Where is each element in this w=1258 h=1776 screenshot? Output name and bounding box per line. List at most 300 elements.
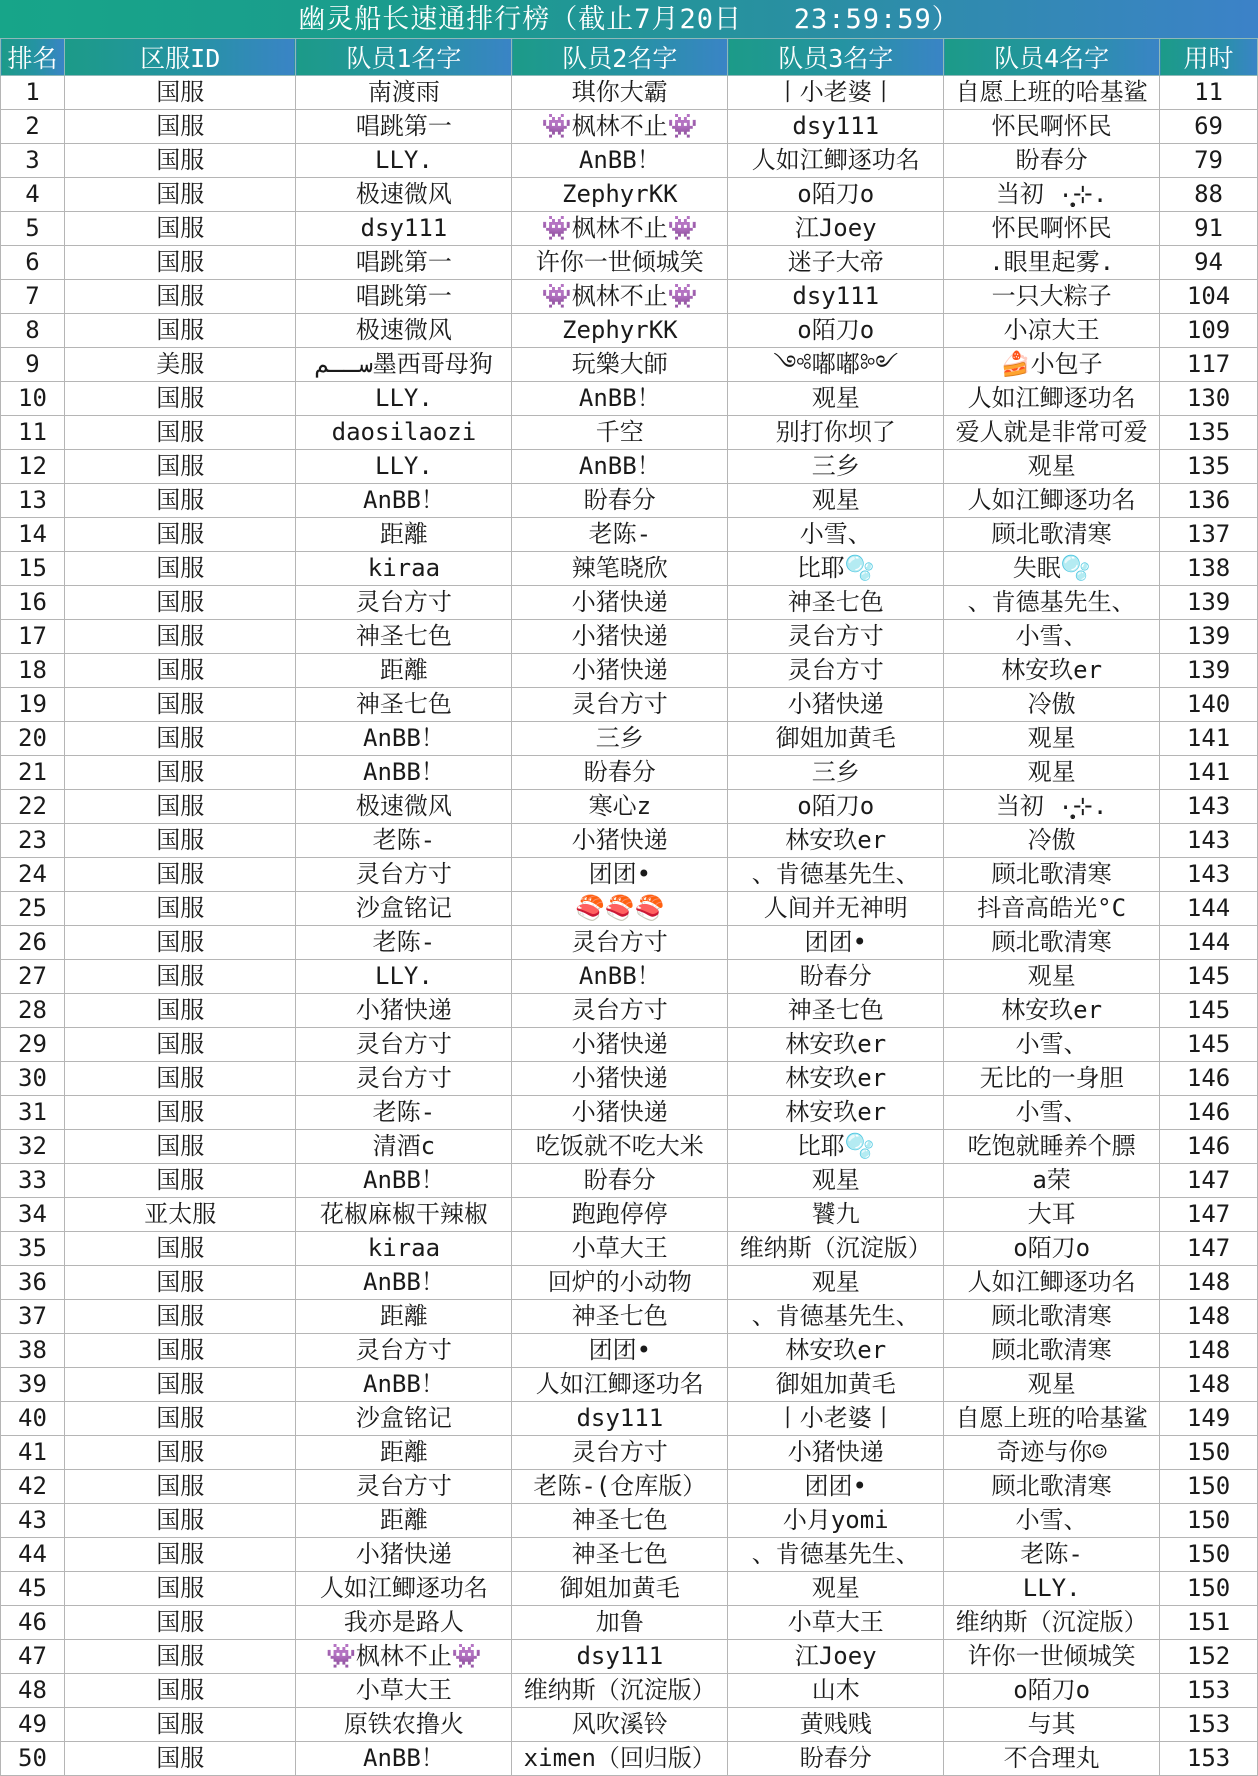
table-row: [1, 1504, 1258, 1538]
player2-cell: AnBB！: [512, 960, 728, 994]
header-player2: 队员2名字: [512, 39, 728, 76]
player4-cell: 顾北歌清寒: [944, 926, 1160, 960]
player2-cell: 灵台方寸: [512, 1436, 728, 1470]
player2-cell: 琪你大霸: [512, 76, 728, 110]
server-cell: 国服: [64, 756, 296, 790]
player2-cell: 老陈-(仓库版）: [512, 1470, 728, 1504]
table-row: [1, 1232, 1258, 1266]
player3-cell: 三乡: [728, 450, 944, 484]
player4-cell: 小雪、: [944, 1028, 1160, 1062]
server-cell: 国服: [64, 1640, 296, 1674]
server-cell: 国服: [64, 1266, 296, 1300]
player2-cell: 三乡: [512, 722, 728, 756]
player3-cell: 、肯德基先生、: [728, 1300, 944, 1334]
player1-cell: 沙盒铭记: [296, 1402, 512, 1436]
player2-cell: 小猪快递: [512, 1096, 728, 1130]
player3-cell: ༺嘟嘟༻: [728, 348, 944, 382]
server-cell: 国服: [64, 382, 296, 416]
server-cell: 国服: [64, 1096, 296, 1130]
player4-cell: o陌刀o: [944, 1232, 1160, 1266]
player3-cell: 团团•: [728, 926, 944, 960]
player2-cell: 👾枫林不止👾: [512, 280, 728, 314]
time-cell: 145: [1160, 994, 1258, 1028]
player4-cell: o陌刀o: [944, 1674, 1160, 1708]
player3-cell: 小雪、: [728, 518, 944, 552]
server-cell: 国服: [64, 1232, 296, 1266]
time-cell: 143: [1160, 790, 1258, 824]
rank-cell: 9: [1, 348, 65, 382]
rank-cell: 26: [1, 926, 65, 960]
server-cell: 国服: [64, 144, 296, 178]
time-cell: 139: [1160, 586, 1258, 620]
server-cell: 国服: [64, 1708, 296, 1742]
player4-cell: 盼春分: [944, 144, 1160, 178]
player1-cell: LLY.: [296, 382, 512, 416]
player3-cell: 林安玖er: [728, 1334, 944, 1368]
table-row: [1, 280, 1258, 314]
player4-cell: 老陈-: [944, 1538, 1160, 1572]
player3-cell: 团团•: [728, 1470, 944, 1504]
player2-cell: 小草大王: [512, 1232, 728, 1266]
player2-cell: 玩樂大師: [512, 348, 728, 382]
player1-cell: 极速微风: [296, 178, 512, 212]
server-cell: 亚太服: [64, 1198, 296, 1232]
player3-cell: 三乡: [728, 756, 944, 790]
rank-cell: 38: [1, 1334, 65, 1368]
player3-cell: 、肯德基先生、: [728, 858, 944, 892]
rank-cell: 10: [1, 382, 65, 416]
table-row: [1, 1640, 1258, 1674]
time-cell: 150: [1160, 1538, 1258, 1572]
server-cell: 国服: [64, 246, 296, 280]
rank-cell: 28: [1, 994, 65, 1028]
table-row: [1, 1572, 1258, 1606]
table-row: [1, 688, 1258, 722]
rank-cell: 40: [1, 1402, 65, 1436]
player1-cell: 灵台方寸: [296, 1062, 512, 1096]
time-cell: 151: [1160, 1606, 1258, 1640]
player4-cell: 观星: [944, 960, 1160, 994]
rank-cell: 16: [1, 586, 65, 620]
server-cell: 国服: [64, 1470, 296, 1504]
player3-cell: 黄贱贱: [728, 1708, 944, 1742]
player4-cell: 大耳: [944, 1198, 1160, 1232]
table-row: [1, 314, 1258, 348]
player4-cell: 观星: [944, 1368, 1160, 1402]
time-cell: 69: [1160, 110, 1258, 144]
player3-cell: 丨小老婆丨: [728, 76, 944, 110]
table-row: [1, 178, 1258, 212]
player1-cell: AnBB！: [296, 722, 512, 756]
server-cell: 国服: [64, 552, 296, 586]
table-row: [1, 926, 1258, 960]
rank-cell: 24: [1, 858, 65, 892]
server-cell: 国服: [64, 722, 296, 756]
player3-cell: o陌刀o: [728, 314, 944, 348]
rank-cell: 5: [1, 212, 65, 246]
time-cell: 94: [1160, 246, 1258, 280]
player1-cell: 小猪快递: [296, 1538, 512, 1572]
server-cell: 国服: [64, 1164, 296, 1198]
rank-cell: 41: [1, 1436, 65, 1470]
table-row: [1, 1130, 1258, 1164]
player4-cell: 小凉大王: [944, 314, 1160, 348]
player4-cell: 奇迹与你☺: [944, 1436, 1160, 1470]
rank-cell: 4: [1, 178, 65, 212]
rank-cell: 2: [1, 110, 65, 144]
player2-cell: 盼春分: [512, 484, 728, 518]
rank-cell: 7: [1, 280, 65, 314]
player4-cell: 一只大粽子: [944, 280, 1160, 314]
player3-cell: 御姐加黄毛: [728, 1368, 944, 1402]
player4-cell: 小雪、: [944, 1096, 1160, 1130]
player2-cell: 小猪快递: [512, 654, 728, 688]
rank-cell: 14: [1, 518, 65, 552]
server-cell: 国服: [64, 858, 296, 892]
player1-cell: 灵台方寸: [296, 586, 512, 620]
player4-cell: 顾北歌清寒: [944, 1300, 1160, 1334]
player2-cell: 神圣七色: [512, 1538, 728, 1572]
table-row: [1, 1538, 1258, 1572]
player4-cell: 观星: [944, 756, 1160, 790]
time-cell: 91: [1160, 212, 1258, 246]
player2-cell: 小猪快递: [512, 1028, 728, 1062]
player2-cell: 老陈-: [512, 518, 728, 552]
rank-cell: 1: [1, 76, 65, 110]
player4-cell: 怀民啊怀民: [944, 212, 1160, 246]
table-row: [1, 1470, 1258, 1504]
player1-cell: 距離: [296, 654, 512, 688]
player1-cell: 唱跳第一: [296, 280, 512, 314]
rank-cell: 27: [1, 960, 65, 994]
time-cell: 109: [1160, 314, 1258, 348]
server-cell: 国服: [64, 1504, 296, 1538]
table-row: [1, 484, 1258, 518]
player3-cell: 别打你坝了: [728, 416, 944, 450]
player3-cell: 迷子大帝: [728, 246, 944, 280]
header-player3: 队员3名字: [728, 39, 944, 76]
player4-cell: a荣: [944, 1164, 1160, 1198]
player3-cell: 盼春分: [728, 1742, 944, 1776]
player3-cell: o陌刀o: [728, 790, 944, 824]
server-cell: 国服: [64, 1334, 296, 1368]
table-row: [1, 1742, 1258, 1776]
table-row: [1, 756, 1258, 790]
rank-cell: 23: [1, 824, 65, 858]
table-row: [1, 1028, 1258, 1062]
server-cell: 国服: [64, 1062, 296, 1096]
player1-cell: AnBB！: [296, 1164, 512, 1198]
player1-cell: 距離: [296, 1504, 512, 1538]
player4-cell: 顾北歌清寒: [944, 518, 1160, 552]
player2-cell: 灵台方寸: [512, 926, 728, 960]
player1-cell: 原铁农撸火: [296, 1708, 512, 1742]
player3-cell: 盼春分: [728, 960, 944, 994]
player3-cell: 江Joey: [728, 212, 944, 246]
rank-cell: 33: [1, 1164, 65, 1198]
time-cell: 145: [1160, 960, 1258, 994]
server-cell: 国服: [64, 688, 296, 722]
time-cell: 149: [1160, 1402, 1258, 1436]
rank-cell: 15: [1, 552, 65, 586]
server-cell: 国服: [64, 1538, 296, 1572]
player2-cell: AnBB！: [512, 450, 728, 484]
player2-cell: AnBB！: [512, 382, 728, 416]
player2-cell: ZephyrKK: [512, 178, 728, 212]
player4-cell: 人如江鲫逐功名: [944, 1266, 1160, 1300]
player2-cell: 灵台方寸: [512, 994, 728, 1028]
player4-cell: LLY.: [944, 1572, 1160, 1606]
player4-cell: 失眠🫧: [944, 552, 1160, 586]
table-row: [1, 1334, 1258, 1368]
player2-cell: 盼春分: [512, 1164, 728, 1198]
rank-cell: 8: [1, 314, 65, 348]
time-cell: 135: [1160, 416, 1258, 450]
time-cell: 117: [1160, 348, 1258, 382]
player4-cell: 顾北歌清寒: [944, 1470, 1160, 1504]
table-row: [1, 416, 1258, 450]
time-cell: 141: [1160, 722, 1258, 756]
time-cell: 79: [1160, 144, 1258, 178]
player3-cell: 观星: [728, 1164, 944, 1198]
rank-cell: 49: [1, 1708, 65, 1742]
time-cell: 148: [1160, 1334, 1258, 1368]
rank-cell: 30: [1, 1062, 65, 1096]
server-cell: 国服: [64, 960, 296, 994]
time-cell: 147: [1160, 1164, 1258, 1198]
time-cell: 139: [1160, 654, 1258, 688]
player1-cell: dsy111: [296, 212, 512, 246]
time-cell: 148: [1160, 1266, 1258, 1300]
rank-cell: 29: [1, 1028, 65, 1062]
player4-cell: 林安玖er: [944, 654, 1160, 688]
time-cell: 143: [1160, 858, 1258, 892]
table-row: [1, 586, 1258, 620]
time-cell: 153: [1160, 1708, 1258, 1742]
player1-cell: AnBB！: [296, 1266, 512, 1300]
player1-cell: 距離: [296, 1436, 512, 1470]
server-cell: 国服: [64, 1130, 296, 1164]
table-row: [1, 1708, 1258, 1742]
rank-cell: 45: [1, 1572, 65, 1606]
server-cell: 国服: [64, 1742, 296, 1776]
rank-cell: 17: [1, 620, 65, 654]
page-title: 幽灵船长速通排行榜（截止7月20日 23:59:59）: [298, 4, 960, 35]
player1-cell: AnBB！: [296, 484, 512, 518]
server-cell: 国服: [64, 76, 296, 110]
rank-cell: 22: [1, 790, 65, 824]
time-cell: 150: [1160, 1436, 1258, 1470]
time-cell: 144: [1160, 926, 1258, 960]
server-cell: 国服: [64, 280, 296, 314]
player2-cell: 人如江鲫逐功名: [512, 1368, 728, 1402]
player2-cell: ZephyrKK: [512, 314, 728, 348]
player1-cell: 人如江鲫逐功名: [296, 1572, 512, 1606]
player3-cell: 观星: [728, 1266, 944, 1300]
time-cell: 138: [1160, 552, 1258, 586]
player3-cell: 江Joey: [728, 1640, 944, 1674]
table-row: [1, 1402, 1258, 1436]
time-cell: 137: [1160, 518, 1258, 552]
player3-cell: 灵台方寸: [728, 620, 944, 654]
player3-cell: 山木: [728, 1674, 944, 1708]
server-cell: 国服: [64, 110, 296, 144]
player1-cell: 神圣七色: [296, 688, 512, 722]
time-cell: 153: [1160, 1674, 1258, 1708]
player2-cell: 许你一世倾城笑: [512, 246, 728, 280]
player2-cell: 🍣🍣🍣: [512, 892, 728, 926]
table-row: [1, 1368, 1258, 1402]
header-time: 用时: [1160, 39, 1258, 76]
player2-cell: 灵台方寸: [512, 688, 728, 722]
player2-cell: 神圣七色: [512, 1504, 728, 1538]
player3-cell: 林安玖er: [728, 1062, 944, 1096]
server-cell: 国服: [64, 1368, 296, 1402]
player4-cell: 当初 ·̩̩̥͙⊹.: [944, 790, 1160, 824]
player2-cell: 风吹溪铃: [512, 1708, 728, 1742]
table-row: [1, 790, 1258, 824]
player4-cell: 冷傲: [944, 824, 1160, 858]
time-cell: 141: [1160, 756, 1258, 790]
rank-cell: 39: [1, 1368, 65, 1402]
player4-cell: 许你一世倾城笑: [944, 1640, 1160, 1674]
player1-cell: 距離: [296, 1300, 512, 1334]
player1-cell: 灵台方寸: [296, 858, 512, 892]
player2-cell: 寒心z: [512, 790, 728, 824]
player2-cell: 维纳斯（沉淀版）: [512, 1674, 728, 1708]
time-cell: 148: [1160, 1368, 1258, 1402]
time-cell: 147: [1160, 1198, 1258, 1232]
server-cell: 国服: [64, 1436, 296, 1470]
player4-cell: 观星: [944, 450, 1160, 484]
rank-cell: 46: [1, 1606, 65, 1640]
player1-cell: 老陈-: [296, 926, 512, 960]
server-cell: 国服: [64, 1606, 296, 1640]
player3-cell: 林安玖er: [728, 1028, 944, 1062]
player1-cell: LLY.: [296, 960, 512, 994]
rank-cell: 44: [1, 1538, 65, 1572]
time-cell: 150: [1160, 1504, 1258, 1538]
player1-cell: 我亦是路人: [296, 1606, 512, 1640]
player4-cell: .眼里起雾.: [944, 246, 1160, 280]
player4-cell: 爱人就是非常可爱: [944, 416, 1160, 450]
player4-cell: 小雪、: [944, 1504, 1160, 1538]
time-cell: 144: [1160, 892, 1258, 926]
rank-cell: 25: [1, 892, 65, 926]
server-cell: 国服: [64, 926, 296, 960]
player2-cell: 团团•: [512, 858, 728, 892]
time-cell: 146: [1160, 1062, 1258, 1096]
player1-cell: 灵台方寸: [296, 1470, 512, 1504]
time-cell: 140: [1160, 688, 1258, 722]
table-row: [1, 1062, 1258, 1096]
player2-cell: 小猪快递: [512, 824, 728, 858]
player2-cell: 回炉的小动物: [512, 1266, 728, 1300]
player4-cell: 不合理丸: [944, 1742, 1160, 1776]
title-bar: [0, 0, 1258, 39]
player1-cell: 老陈-: [296, 1096, 512, 1130]
player1-cell: LLY.: [296, 144, 512, 178]
player4-cell: 顾北歌清寒: [944, 1334, 1160, 1368]
rank-cell: 43: [1, 1504, 65, 1538]
time-cell: 88: [1160, 178, 1258, 212]
server-cell: 国服: [64, 1028, 296, 1062]
rank-cell: 31: [1, 1096, 65, 1130]
table-row: [1, 212, 1258, 246]
player1-cell: 小草大王: [296, 1674, 512, 1708]
player3-cell: 维纳斯（沉淀版）: [728, 1232, 944, 1266]
table-row: [1, 858, 1258, 892]
player2-cell: 御姐加黄毛: [512, 1572, 728, 1606]
rank-cell: 11: [1, 416, 65, 450]
table-row: [1, 1300, 1258, 1334]
rank-cell: 42: [1, 1470, 65, 1504]
player3-cell: 灵台方寸: [728, 654, 944, 688]
time-cell: 148: [1160, 1300, 1258, 1334]
table-row: [1, 552, 1258, 586]
player2-cell: 小猪快递: [512, 1062, 728, 1096]
player2-cell: 千空: [512, 416, 728, 450]
table-row: [1, 1164, 1258, 1198]
player2-cell: 加鲁: [512, 1606, 728, 1640]
player1-cell: 唱跳第一: [296, 246, 512, 280]
player2-cell: dsy111: [512, 1402, 728, 1436]
player3-cell: 饕九: [728, 1198, 944, 1232]
server-cell: 国服: [64, 178, 296, 212]
player1-cell: daosilaozi: [296, 416, 512, 450]
table-row: [1, 246, 1258, 280]
rank-cell: 3: [1, 144, 65, 178]
player1-cell: 南渡雨: [296, 76, 512, 110]
time-cell: 152: [1160, 1640, 1258, 1674]
player3-cell: 观星: [728, 1572, 944, 1606]
player1-cell: 神圣七色: [296, 620, 512, 654]
player2-cell: 👾枫林不止👾: [512, 212, 728, 246]
player3-cell: 观星: [728, 382, 944, 416]
player3-cell: 人如江鲫逐功名: [728, 144, 944, 178]
rank-cell: 34: [1, 1198, 65, 1232]
table-row: [1, 1096, 1258, 1130]
time-cell: 146: [1160, 1096, 1258, 1130]
table-row: [1, 620, 1258, 654]
player1-cell: 唱跳第一: [296, 110, 512, 144]
rank-cell: 35: [1, 1232, 65, 1266]
server-cell: 国服: [64, 314, 296, 348]
player3-cell: dsy111: [728, 280, 944, 314]
player4-cell: 吃饱就睡养个膘: [944, 1130, 1160, 1164]
player3-cell: 御姐加黄毛: [728, 722, 944, 756]
player3-cell: 丨小老婆丨: [728, 1402, 944, 1436]
table-row: [1, 1674, 1258, 1708]
table-row: [1, 144, 1258, 178]
player1-cell: kiraa: [296, 1232, 512, 1266]
time-cell: 143: [1160, 824, 1258, 858]
player3-cell: 林安玖er: [728, 1096, 944, 1130]
table-row: [1, 722, 1258, 756]
server-cell: 国服: [64, 450, 296, 484]
player2-cell: 跑跑停停: [512, 1198, 728, 1232]
player4-cell: 当初 ·̩̩̥͙⊹.: [944, 178, 1160, 212]
player1-cell: 老陈-: [296, 824, 512, 858]
rank-cell: 36: [1, 1266, 65, 1300]
time-cell: 139: [1160, 620, 1258, 654]
player3-cell: 小草大王: [728, 1606, 944, 1640]
server-cell: 国服: [64, 994, 296, 1028]
player4-cell: 抖音高皓光°C: [944, 892, 1160, 926]
rank-cell: 32: [1, 1130, 65, 1164]
player3-cell: o陌刀o: [728, 178, 944, 212]
player1-cell: 极速微风: [296, 790, 512, 824]
